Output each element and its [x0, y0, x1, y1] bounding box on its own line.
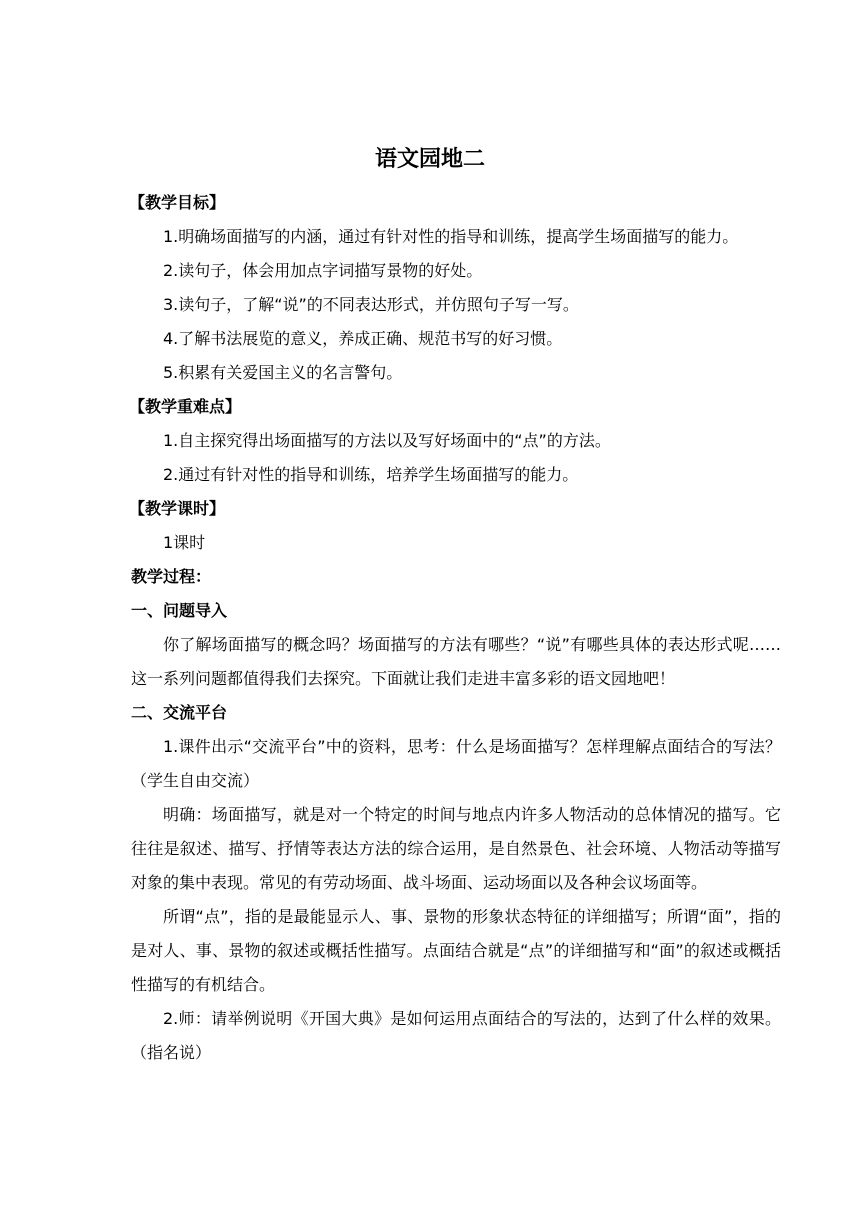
key-points-heading: 【教学重难点】: [129, 397, 242, 416]
goals-heading: 【教学目标】: [129, 193, 226, 212]
key-point-item: 2.通过有针对性的指导和训练，培养学生场面描写的能力。: [163, 465, 579, 484]
goal-item: 5.积累有关爱国主义的名言警句。: [163, 363, 403, 382]
hours-value: 1课时: [163, 533, 206, 552]
section-1-paragraph: 你了解场面描写的概念吗？场面描写的方法有哪些？“说”有哪些具体的表达形式呢……这一系列问题都值得我们去探究。下面就让我们走进丰富多彩的语文园地吧！: [131, 635, 781, 688]
goal-item: 1.明确场面描写的内涵，通过有针对性的指导和训练，提高学生场面描写的能力。: [163, 227, 739, 246]
goal-item: 2.读句子，体会用加点字词描写景物的好处。: [163, 261, 483, 280]
page-title: 语文园地二: [374, 147, 485, 172]
section-2-paragraph-2: 明确：场面描写，就是对一个特定的时间与地点内许多人物活动的总体情况的描写。它往往是叙述、描写、抒情等表达方法的综合运用，是自然景色、社会环境、人物活动等描写对象的集中表现。常见的有劳动场面、战斗场面、运动场面以及各种会议场面等。: [131, 805, 781, 892]
section-2-heading: 二、交流平台: [131, 703, 228, 722]
section-2-paragraph-3: 所谓“点”，指的是最能显示人、事、景物的形象状态特征的详细描写；所谓“面”，指的是对人、事、景物的叙述或概括性描写。点面结合就是“点”的详细描写和“面”的叙述或概括性描写的有机结合。: [131, 907, 781, 994]
document-body: [131, 186, 781, 1070]
section-1-heading: 一、问题导入: [131, 601, 228, 620]
key-point-item: 1.自主探究得出场面描写的方法以及写好场面中的“点”的方法。: [163, 431, 611, 450]
section-2-paragraph-1: 1.课件出示“交流平台”中的资料，思考：什么是场面描写？怎样理解点面结合的写法？（学生自由交流）: [131, 737, 781, 790]
goal-item: 4.了解书法展览的意义，养成正确、规范书写的好习惯。: [163, 329, 563, 348]
section-2-paragraph-4: 2.师：请举例说明《开国大典》是如何运用点面结合的写法的，达到了什么样的效果。（指名说）: [131, 1009, 781, 1062]
goal-item: 3.读句子，了解“说”的不同表达形式，并仿照句子写一写。: [163, 295, 579, 314]
hours-heading: 【教学课时】: [129, 499, 226, 518]
process-heading: 教学过程：: [131, 567, 212, 586]
